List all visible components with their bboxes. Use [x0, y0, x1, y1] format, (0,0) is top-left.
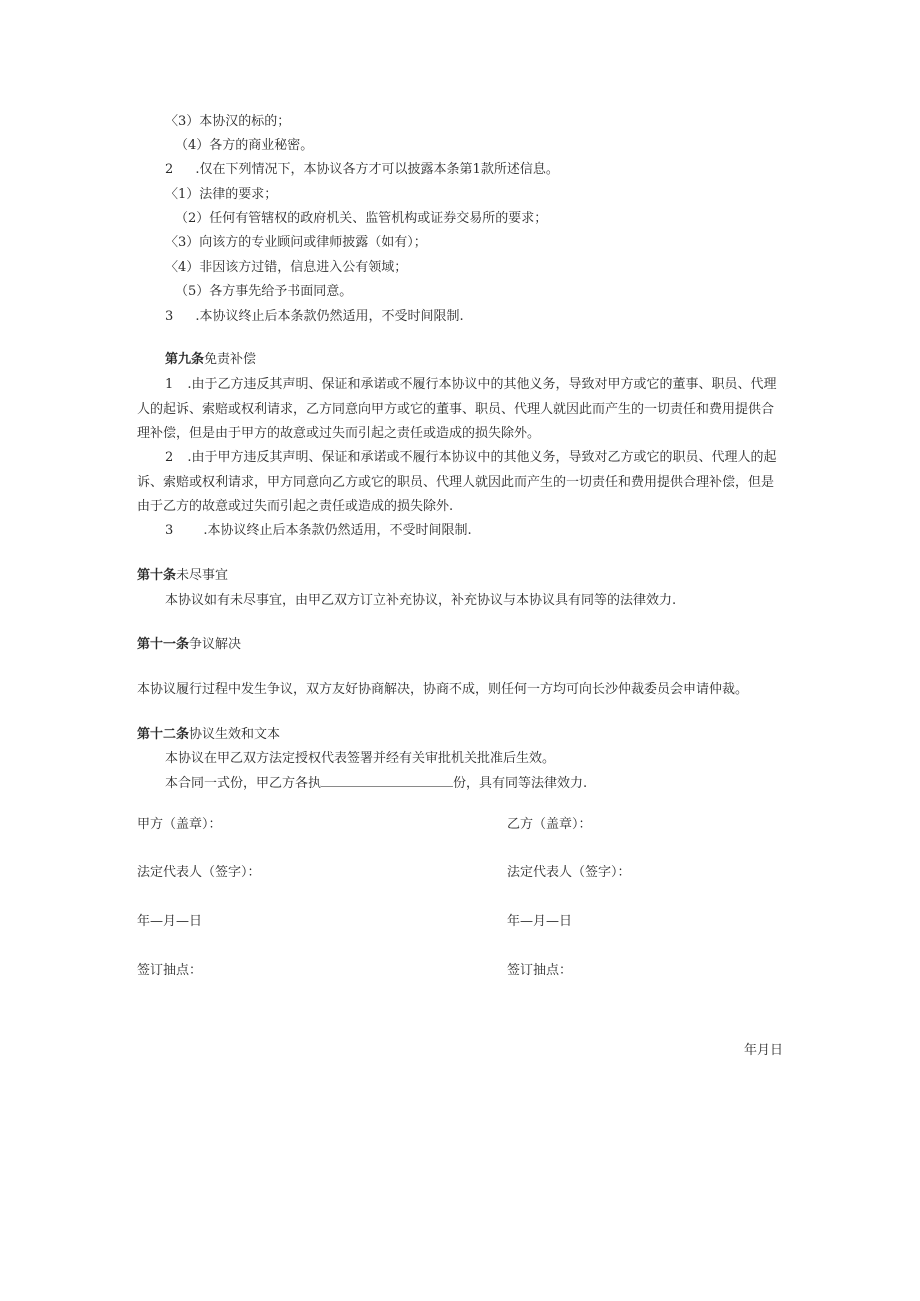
article-12-line-1: 本协议在甲乙双方法定授权代表签署并经有关审批机关批准后生效。	[165, 751, 556, 766]
clause-number: 2	[165, 162, 174, 177]
article-11-heading	[137, 637, 241, 653]
heading-title: 协议生效和文本	[189, 727, 281, 742]
paragraph-line: 理补偿，但是由于甲方的故意或过失而引起之责任或造成的损失除外。	[137, 426, 541, 441]
list-item: （5）各方事先给予书面同意。	[175, 284, 353, 299]
party-b-date: 年—月—日	[507, 914, 573, 929]
paragraph-line: 人的起诉、索赔或权利请求，乙方同意向甲方或它的董事、职员、代理人就因此而产生的一切责任和费用提供合	[137, 402, 775, 417]
party-b-seal: 乙方（盖章）：	[507, 817, 592, 832]
clause-3	[165, 309, 464, 325]
clause-number: 2	[165, 450, 174, 465]
clause-text: .由于乙方违反其声明、保证和承诺或不履行本协议中的其他义务，导致对甲方或它的董事、职员、代理	[187, 377, 777, 392]
clause-2	[165, 162, 559, 178]
article-12-line-2	[165, 775, 587, 792]
party-b-sign-place: 签订抽点：	[507, 963, 573, 978]
paragraph-line: 诉、索赔或权利请求，甲方同意向乙方或它的职员、代理人就因此而产生的一切责任和费用提供合理补偿，但是	[137, 475, 775, 490]
copies-text-before: 本合同一式份，甲乙方各执	[165, 776, 322, 791]
heading-number: 第十一条	[137, 637, 190, 652]
list-item: （4）各方的商业秘密。	[175, 138, 314, 153]
heading-title: 免责补偿	[204, 352, 257, 367]
article-11-body: 本协议履行过程中发生争议，双方友好协商解决，协商不成，则任何一方均可向长沙仲裁委员会申请仲裁。	[137, 682, 749, 697]
list-item: 〈1）法律的要求；	[165, 187, 278, 202]
clause-number: 3	[165, 523, 174, 538]
heading-title: 未尽事宜	[176, 568, 229, 583]
party-a-seal: 甲方（盖章）：	[137, 817, 222, 832]
heading-number: 第十条	[137, 568, 177, 583]
article-9-para-2	[165, 450, 777, 466]
article-10-body: 本协议如有未尽事宜，由甲乙双方订立补充协议，补充协议与本协议具有同等的法律效力.	[165, 593, 677, 608]
article-9-para-3	[165, 523, 472, 539]
list-item: 〈4）非因该方过错，信息进入公有领域；	[165, 260, 408, 275]
article-12-heading	[137, 727, 280, 743]
clause-text: .由于甲方违反其声明、保证和承诺或不履行本协议中的其他义务，导致对乙方或它的职员、代理人的起	[187, 450, 777, 465]
heading-number: 第十二条	[137, 727, 190, 742]
article-9-heading	[165, 352, 256, 368]
paragraph-line: 由于乙方的故意或过失而引起之责任或造成的损失除外.	[137, 499, 454, 514]
list-item: 〈3）本协汉的标的；	[165, 114, 291, 129]
party-a-representative: 法定代表人（签字）：	[137, 865, 261, 880]
party-a-date: 年—月—日	[137, 914, 203, 929]
list-item: （2）任何有管辖权的政府机关、监管机构或证券交易所的要求；	[175, 211, 548, 226]
clause-text: .仅在下列情况下，本协议各方才可以披露本条第1款所述信息。	[195, 162, 559, 177]
copies-text-after: 份，具有同等法律效力.	[453, 776, 588, 791]
copies-blank	[321, 775, 453, 787]
clause-number: 1	[165, 377, 174, 392]
clause-text: .本协议终止后本条款仍然适用，不受时间限制.	[195, 309, 464, 324]
party-b-representative: 法定代表人（签字）：	[507, 865, 631, 880]
heading-number: 第九条	[165, 352, 205, 367]
list-item: 〈3）向该方的专业顾问或律师披露（如有）；	[165, 235, 427, 250]
clause-text: .本协议终止后本条款仍然适用，不受时间限制.	[203, 523, 472, 538]
footer-date: 年月日	[744, 1043, 784, 1058]
heading-title: 争议解决	[189, 637, 242, 652]
clause-number: 3	[165, 309, 174, 324]
article-9-para-1	[165, 377, 777, 393]
article-10-heading	[137, 568, 228, 584]
party-a-sign-place: 签订抽点：	[137, 963, 203, 978]
